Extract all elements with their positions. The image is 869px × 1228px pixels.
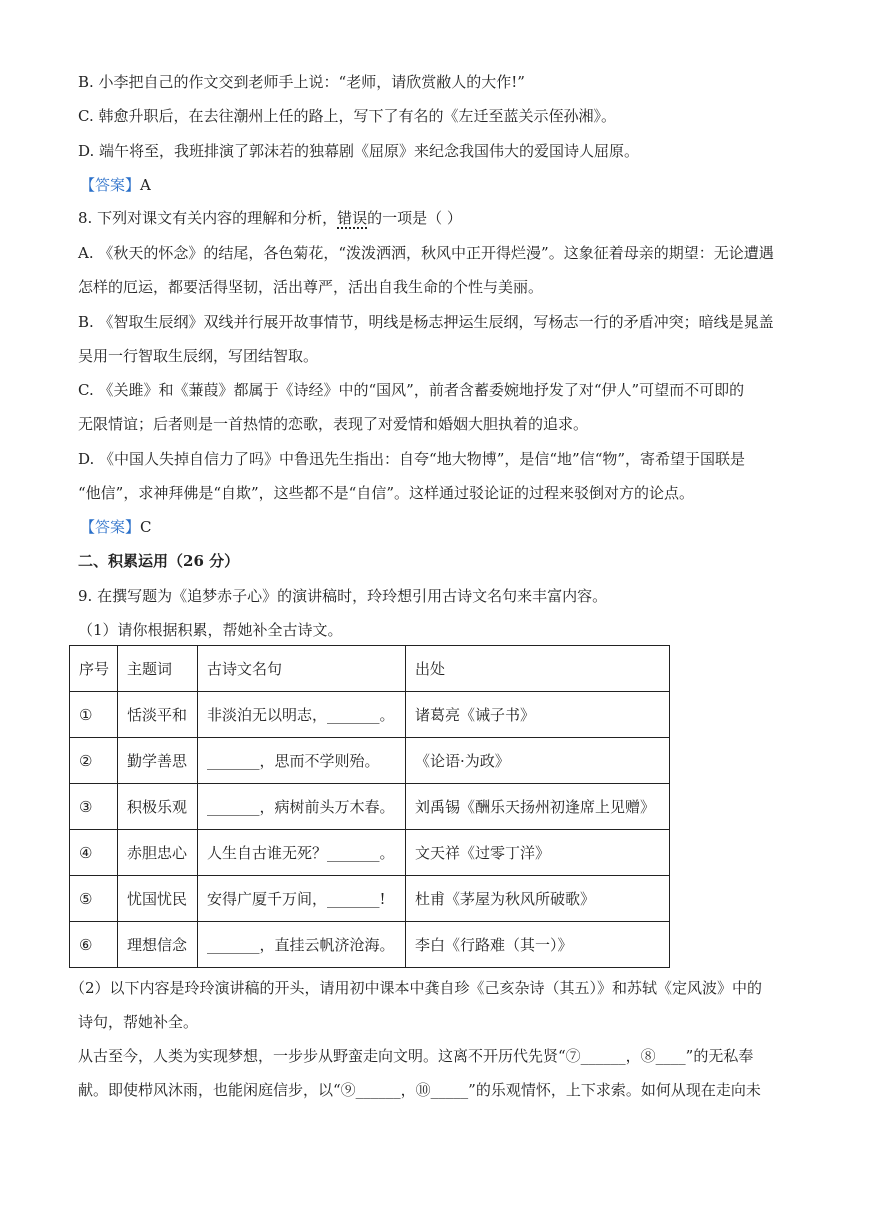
option-b-q8-line1: B. 《智取生辰纲》双线并行展开故事情节，明线是杨志押运生辰纲，写杨志一行的矛盾冲突；暗线是晁盖	[78, 313, 774, 331]
answer-q8	[80, 516, 800, 538]
stem-text-end: 的一项是（ ）	[367, 209, 462, 227]
source-cell: 《论语·为政》	[406, 738, 670, 784]
question-8-stem	[78, 207, 798, 229]
table-row	[70, 784, 670, 830]
row-number: ③	[70, 784, 118, 830]
option-d-q7: D. 端午将至，我班排演了郭沫若的独幕剧《屈原》来纪念我国伟大的爱国诗人屈原。	[78, 142, 640, 160]
header-cell: 序号	[70, 646, 118, 692]
answer-value: A	[140, 176, 151, 194]
theme-cell: 积极乐观	[118, 784, 198, 830]
header-cell: 主题词	[118, 646, 198, 692]
option-c-q8-line1: C. 《关雎》和《蒹葭》都属于《诗经》中的“国风”，前者含蓄委婉地抒发了对“伊人”可望而不可即的	[78, 381, 745, 399]
verse-cell: 非淡泊无以明志，_______。	[198, 692, 406, 738]
theme-cell: 赤胆忠心	[118, 830, 198, 876]
question-9-sub2-line2: 诗句，帮她补全。	[78, 1013, 199, 1031]
verse-cell: _______，直挂云帆济沧海。	[198, 922, 406, 968]
header-cell: 出处	[406, 646, 670, 692]
table-row	[70, 830, 670, 876]
question-9-stem: 9. 在撰写题为《追梦赤子心》的演讲稿时，玲玲想引用古诗文名句来丰富内容。	[78, 587, 608, 605]
option-d-q8-line2: “他信”，求神拜佛是“自欺”，这些都不是“自信”。这样通过驳论证的过程来驳倒对方的论点。	[78, 484, 695, 502]
answer-tag: 【答案】	[80, 518, 141, 536]
poem-table	[69, 645, 670, 968]
verse-cell: 人生自古谁无死？_______。	[198, 830, 406, 876]
option-d-q8-line1: D. 《中国人失掉自信力了吗》中鲁迅先生指出：自夸“地大物博”，是信“地”信“物”，寄希望于国联是	[78, 450, 746, 468]
source-cell: 杜甫《茅屋为秋风所破歌》	[406, 876, 670, 922]
speech-paragraph-line2: 献。即使栉风沐雨，也能闲庭信步，以“⑨______，⑩_____”的乐观情怀，上下求索。如何从现在走向未	[78, 1081, 761, 1099]
question-9-sub2-line1: （2）以下内容是玲玲演讲稿的开头，请用初中课本中龚自珍《己亥杂诗（其五）》和苏轼《定风波》中的	[70, 979, 763, 997]
option-b-q8-line2: 吴用一行智取生辰纲，写团结智取。	[78, 347, 319, 365]
answer-q7	[80, 174, 800, 196]
option-b-q7: B. 小李把自己的作文交到老师手上说：“老师，请欣赏敝人的大作!”	[78, 73, 525, 91]
row-number: ⑥	[70, 922, 118, 968]
table-row	[70, 876, 670, 922]
theme-cell: 勤学善思	[118, 738, 198, 784]
row-number: ②	[70, 738, 118, 784]
theme-cell: 忧国忧民	[118, 876, 198, 922]
speech-paragraph-line1: 从古至今，人类为实现梦想，一步步从野蛮走向文明。这离不开历代先贤“⑦______，⑧____”的无私奉	[78, 1047, 754, 1065]
verse-cell: _______，思而不学则殆。	[198, 738, 406, 784]
row-number: ⑤	[70, 876, 118, 922]
question-9-sub1: （1）请你根据积累，帮她补全古诗文。	[78, 621, 343, 639]
source-cell: 刘禹锡《酬乐天扬州初逢席上见赠》	[406, 784, 670, 830]
table-row	[70, 738, 670, 784]
theme-cell: 理想信念	[118, 922, 198, 968]
option-c-q7: C. 韩愈升职后，在去往潮州上任的路上，写下了有名的《左迁至蓝关示侄孙湘》。	[78, 107, 616, 125]
theme-cell: 恬淡平和	[118, 692, 198, 738]
answer-value: C	[140, 518, 152, 536]
stem-text: 8. 下列对课文有关内容的理解和分析，	[78, 209, 338, 227]
section-heading: 二、积累运用（26 分）	[78, 552, 240, 570]
row-number: ④	[70, 830, 118, 876]
option-a-q8-line2: 怎样的厄运，都要活得坚韧，活出尊严，活出自我生命的个性与美丽。	[78, 278, 544, 296]
source-cell: 诸葛亮《诫子书》	[406, 692, 670, 738]
verse-cell: 安得广厦千万间，_______!	[198, 876, 406, 922]
verse-cell: _______，病树前头万木春。	[198, 784, 406, 830]
option-a-q8-line1: A. 《秋天的怀念》的结尾，各色菊花，“泼泼洒洒，秋风中正开得烂漫”。这象征着母亲的期望：无论遭遇	[78, 244, 774, 262]
source-cell: 李白《行路难（其一）》	[406, 922, 670, 968]
table-header-row	[70, 646, 670, 692]
source-cell: 文天祥《过零丁洋》	[406, 830, 670, 876]
table-row	[70, 692, 670, 738]
answer-tag: 【答案】	[80, 176, 141, 194]
table-row	[70, 922, 670, 968]
option-c-q8-line2: 无限情谊；后者则是一首热情的恋歌，表现了对爱情和婚姻大胆执着的追求。	[78, 415, 589, 433]
header-cell: 古诗文名句	[198, 646, 406, 692]
row-number: ①	[70, 692, 118, 738]
emphasis-marked: 错误	[337, 209, 368, 227]
